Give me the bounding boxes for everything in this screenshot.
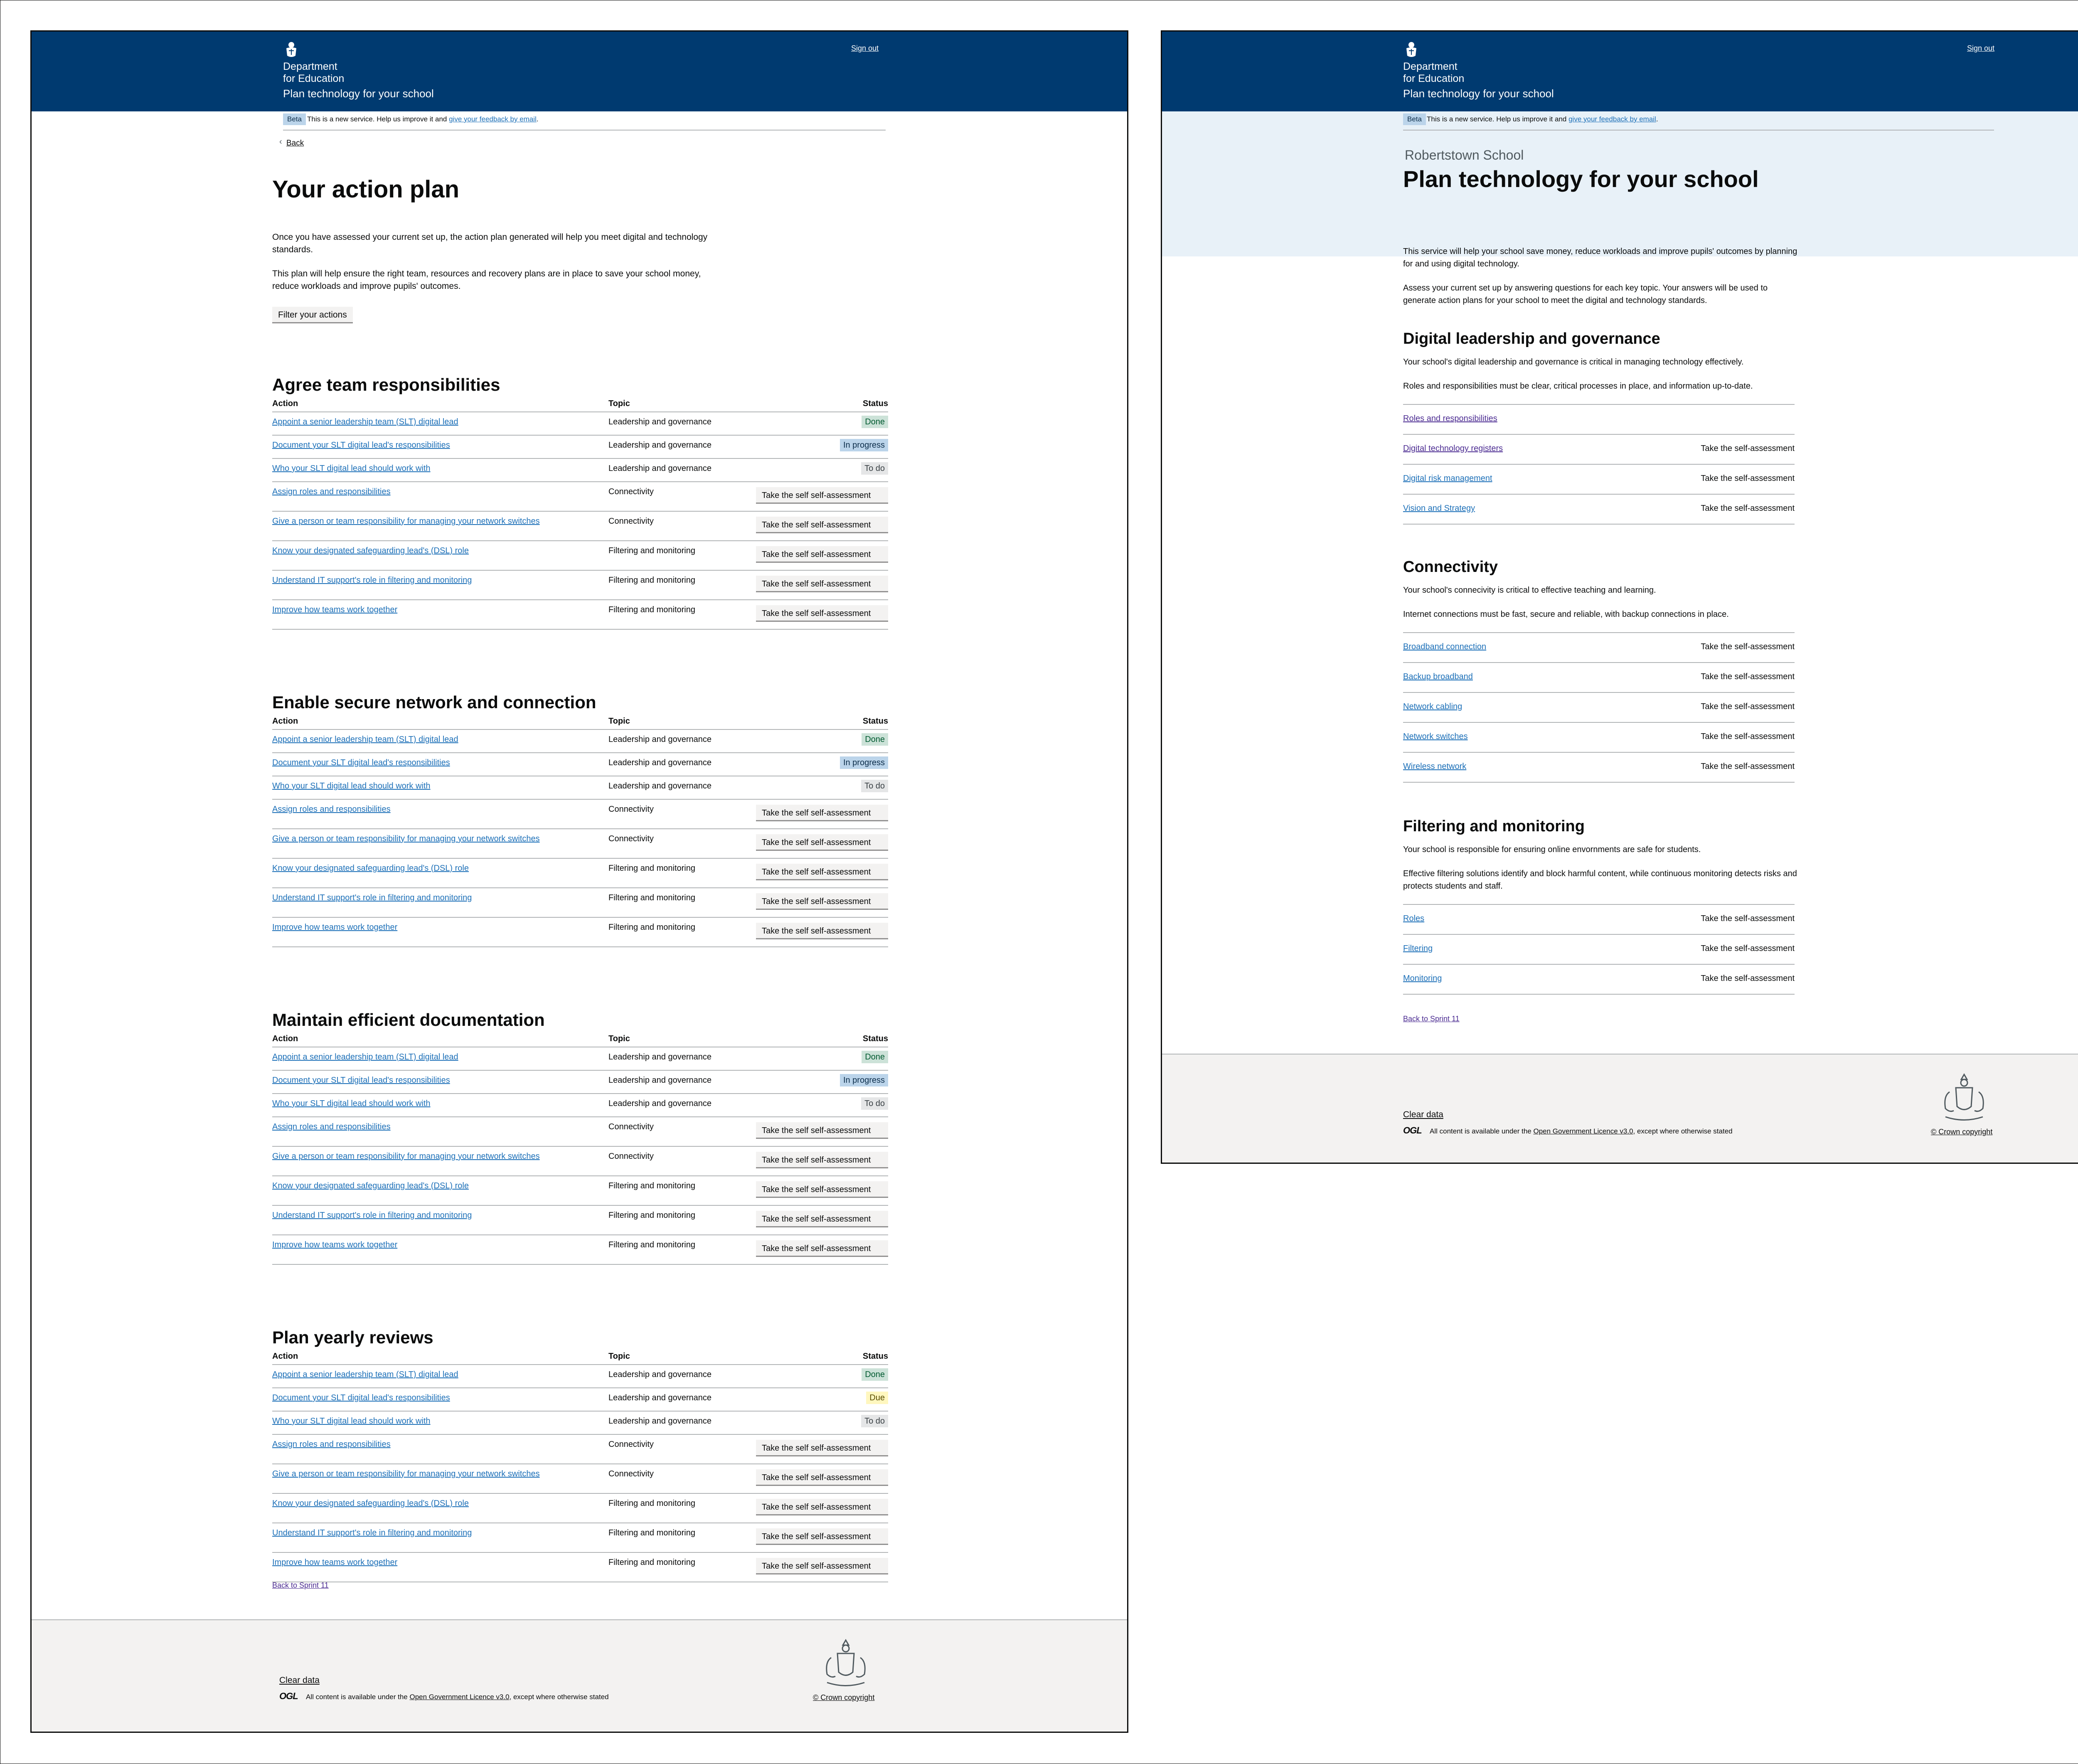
filter-actions-button[interactable]: Filter your actions	[272, 307, 353, 323]
page-title: Your action plan	[272, 176, 460, 203]
topic-link[interactable]: Filtering	[1403, 944, 1433, 953]
row-divider	[272, 887, 888, 888]
column-header-action: Action	[272, 399, 298, 408]
clear-data-link[interactable]: Clear data	[1403, 1110, 1443, 1119]
status-tag: To do	[861, 1415, 888, 1427]
topic-cell: Connectivity	[608, 805, 654, 814]
action-link[interactable]: Know your designated safeguarding lead's (DSL) role	[272, 864, 469, 873]
status-tag: Done	[862, 733, 888, 746]
topic-cell: Filtering and monitoring	[608, 576, 695, 585]
licence-pre: All content is available under the	[1430, 1127, 1534, 1135]
column-header-action: Action	[272, 1352, 298, 1361]
topic-cell: Filtering and monitoring	[608, 1181, 695, 1190]
ogl-logo-icon: OGL	[1403, 1125, 1422, 1136]
action-link[interactable]: Assign roles and responsibilities	[272, 1122, 391, 1131]
back-link[interactable]: Back	[286, 139, 304, 148]
row-divider	[272, 629, 888, 630]
landing-page	[1161, 30, 2078, 1164]
section-title: Enable secure network and connection	[272, 692, 596, 712]
take-self-assessment-button[interactable]: Take the self self-assessment	[756, 1211, 888, 1227]
row-divider	[272, 946, 888, 947]
column-header-action: Action	[272, 1034, 298, 1043]
crown-copyright-link[interactable]: © Crown copyright	[1931, 1128, 1993, 1136]
take-self-assessment-button[interactable]: Take the self self-assessment	[756, 1469, 888, 1486]
page-title: Plan technology for your school	[1403, 166, 1759, 192]
sign-out-link[interactable]: Sign out	[1967, 44, 1995, 52]
section-title: Maintain efficient documentation	[272, 1010, 545, 1030]
topic-cell: Leadership and governance	[608, 1417, 712, 1426]
take-self-assessment-button[interactable]: Take the self self-assessment	[756, 1528, 888, 1545]
topic-list-divider	[1403, 934, 1795, 935]
crest-icon	[1403, 41, 1420, 59]
action-link[interactable]: Give a person or team responsibility for managing your network switches	[272, 834, 540, 843]
topic-list-divider	[1403, 692, 1795, 693]
take-self-assessment-button[interactable]: Take the self self-assessment	[756, 923, 888, 939]
row-divider	[272, 1093, 888, 1094]
topic-cell: Connectivity	[608, 1469, 654, 1478]
take-self-assessment-button[interactable]: Take the self self-assessment	[756, 576, 888, 592]
topic-link[interactable]: Vision and Strategy	[1403, 504, 1475, 513]
topic-link[interactable]: Roles	[1403, 914, 1425, 923]
row-divider	[272, 511, 888, 512]
row-divider	[272, 858, 888, 859]
header-divider	[272, 729, 888, 730]
topic-list-divider	[1403, 404, 1795, 405]
column-header-topic: Topic	[608, 1034, 630, 1043]
school-name: Robertstown School	[1405, 148, 1524, 163]
beta-banner-text	[1427, 115, 1658, 123]
site-footer	[32, 1619, 1127, 1732]
topic-cell: Leadership and governance	[608, 1076, 712, 1085]
column-header-status: Status	[862, 399, 888, 408]
topic-section-title: Digital leadership and governance	[1403, 330, 1660, 347]
action-link[interactable]: Understand IT support's role in filtering and monitoring	[272, 893, 472, 902]
row-divider	[272, 1387, 888, 1388]
topic-cell: Leadership and governance	[608, 1099, 712, 1108]
topic-cell: Leadership and governance	[608, 1052, 712, 1062]
action-link[interactable]: Appoint a senior leadership team (SLT) digital lead	[272, 735, 458, 744]
topic-link[interactable]: Wireless network	[1403, 762, 1467, 771]
status-tag: Done	[862, 1368, 888, 1381]
crown-copyright-link[interactable]: © Crown copyright	[813, 1693, 875, 1702]
take-self-assessment-button[interactable]: Take the self self-assessment	[756, 487, 888, 504]
topic-link[interactable]: Network switches	[1403, 732, 1468, 741]
topic-cell: Filtering and monitoring	[608, 1528, 695, 1537]
dept-line-2: for Education	[283, 73, 345, 84]
topic-link[interactable]: Roles and responsibilities	[1403, 414, 1497, 423]
beta-tag: Beta	[283, 113, 306, 125]
licence-post: , except where otherwise stated	[509, 1693, 609, 1701]
action-link[interactable]: Improve how teams work together	[272, 923, 398, 932]
action-link[interactable]: Give a person or team responsibility for managing your network switches	[272, 1152, 540, 1161]
column-header-status: Status	[862, 717, 888, 726]
row-divider	[272, 1070, 888, 1071]
row-divider	[272, 1411, 888, 1412]
department-logo-text[interactable]	[1403, 61, 1464, 85]
action-plan-page	[30, 30, 1128, 1733]
topic-cell: Filtering and monitoring	[608, 1240, 695, 1249]
row-divider	[272, 599, 888, 600]
row-divider	[272, 799, 888, 800]
topic-section-title: Connectivity	[1403, 558, 1498, 576]
department-logo-text[interactable]	[283, 61, 344, 85]
action-link[interactable]: Know your designated safeguarding lead's (DSL) role	[272, 1499, 469, 1508]
topic-link[interactable]: Backup broadband	[1403, 672, 1473, 681]
row-divider	[272, 1264, 888, 1265]
header-divider	[272, 1364, 888, 1365]
topic-cell: Leadership and governance	[608, 1370, 712, 1379]
column-header-topic: Topic	[608, 717, 630, 726]
topic-description-2: Internet connections must be fast, secure and reliable, with backup connections in place.	[1403, 610, 1729, 619]
clear-data-link[interactable]: Clear data	[279, 1675, 320, 1685]
beta-banner-text	[307, 115, 539, 123]
row-divider	[272, 435, 888, 436]
status-tag: In progress	[840, 756, 888, 769]
take-self-assessment-label: Take the self-assessment	[1701, 914, 1795, 923]
back-to-sprint-link[interactable]: Back to Sprint 11	[1403, 1015, 1460, 1023]
header-divider	[272, 411, 888, 412]
row-divider	[272, 570, 888, 571]
action-link[interactable]: Assign roles and responsibilities	[272, 805, 391, 814]
topic-cell: Leadership and governance	[608, 735, 712, 744]
beta-text: This is a new service. Help us improve it and	[307, 115, 449, 123]
action-link[interactable]: Understand IT support's role in filtering and monitoring	[272, 576, 472, 585]
action-link[interactable]: Document your SLT digital lead's responsibilities	[272, 1076, 450, 1085]
beta-tag: Beta	[1403, 113, 1426, 125]
column-header-status: Status	[862, 1352, 888, 1361]
row-divider	[272, 1146, 888, 1147]
topic-list-divider	[1403, 524, 1795, 525]
back-to-sprint-link[interactable]: Back to Sprint 11	[272, 1581, 329, 1589]
column-header-topic: Topic	[608, 1352, 630, 1361]
topic-link[interactable]: Digital technology registers	[1403, 444, 1503, 453]
beta-text-end: .	[1656, 115, 1658, 123]
licence-pre: All content is available under the	[306, 1693, 410, 1701]
row-divider	[272, 828, 888, 829]
status-tag: Done	[862, 416, 888, 428]
take-self-assessment-button[interactable]: Take the self self-assessment	[756, 834, 888, 851]
action-link[interactable]: Who your SLT digital lead should work with	[272, 1417, 431, 1426]
topic-list-divider	[1403, 464, 1795, 465]
take-self-assessment-button[interactable]: Take the self self-assessment	[756, 546, 888, 563]
take-self-assessment-button[interactable]: Take the self self-assessment	[756, 1181, 888, 1198]
row-divider	[272, 1463, 888, 1464]
topic-cell: Connectivity	[608, 1152, 654, 1161]
topic-description-2: Effective filtering solutions identify and block harmful content, while continuous monitoring detects risks and protects students and staff.	[1403, 869, 1797, 891]
action-link[interactable]: Appoint a senior leadership team (SLT) digital lead	[272, 1052, 458, 1062]
landing-intro-2: Assess your current set up by answering questions for each key topic. Your answers will be used to generate action plans for your school to meet the digital and technology standards.	[1403, 283, 1768, 305]
topic-cell: Filtering and monitoring	[608, 1558, 695, 1567]
topic-cell: Leadership and governance	[608, 441, 712, 450]
topic-list-divider	[1403, 494, 1795, 495]
back-chevron-icon: ‹	[279, 137, 282, 146]
beta-text-end: .	[536, 115, 539, 123]
feedback-link[interactable]: give your feedback by email	[449, 115, 537, 123]
take-self-assessment-button[interactable]: Take the self self-assessment	[756, 1558, 888, 1574]
topic-section-title: Filtering and monitoring	[1403, 818, 1585, 835]
topic-description-1: Your school's digital leadership and governance is critical in managing technology effectively.	[1403, 357, 1744, 367]
crest-icon	[283, 41, 300, 59]
topic-cell: Filtering and monitoring	[608, 1499, 695, 1508]
section-title: Agree team responsibilities	[272, 375, 500, 394]
topic-list-divider	[1403, 632, 1795, 633]
take-self-assessment-button[interactable]: Take the self self-assessment	[756, 1440, 888, 1456]
topic-cell: Filtering and monitoring	[608, 1211, 695, 1220]
row-divider	[272, 917, 888, 918]
column-header-status: Status	[862, 1034, 888, 1043]
intro-paragraph-2: This plan will help ensure the right team, resources and recovery plans are in place to save your school money, reduce workloads and improve pupils' outcomes.	[272, 269, 701, 291]
topic-cell: Filtering and monitoring	[608, 864, 695, 873]
row-divider	[272, 1205, 888, 1206]
hero-banner	[1162, 111, 2078, 256]
action-link[interactable]: Appoint a senior leadership team (SLT) digital lead	[272, 1370, 458, 1379]
status-tag: In progress	[840, 439, 888, 451]
dept-line-1: Department	[1403, 61, 1458, 72]
take-self-assessment-button[interactable]: Take the self self-assessment	[756, 517, 888, 533]
take-self-assessment-label: Take the self-assessment	[1701, 974, 1795, 983]
action-link[interactable]: Improve how teams work together	[272, 1558, 398, 1567]
topic-description-2: Roles and responsibilities must be clear, critical processes in place, and information up-to-date.	[1403, 382, 1753, 391]
topic-list-divider	[1403, 904, 1795, 905]
row-divider	[272, 1116, 888, 1117]
action-link[interactable]: Improve how teams work together	[272, 605, 398, 614]
status-tag: To do	[861, 462, 888, 475]
action-link[interactable]: Document your SLT digital lead's responsibilities	[272, 758, 450, 767]
action-link[interactable]: Know your designated safeguarding lead's (DSL) role	[272, 546, 469, 555]
topic-link[interactable]: Network cabling	[1403, 702, 1462, 711]
ogl-licence-link[interactable]: Open Government Licence v3.0	[1533, 1127, 1633, 1135]
topic-cell: Connectivity	[608, 1440, 654, 1449]
topic-link[interactable]: Digital risk management	[1403, 474, 1492, 483]
dept-line-1: Department	[283, 61, 337, 72]
topic-cell: Filtering and monitoring	[608, 923, 695, 932]
action-link[interactable]: Who your SLT digital lead should work with	[272, 781, 431, 791]
topic-cell: Filtering and monitoring	[608, 605, 695, 614]
ogl-licence-link[interactable]: Open Government Licence v3.0	[409, 1693, 510, 1701]
ogl-logo-icon: OGL	[279, 1691, 298, 1701]
dept-line-2: for Education	[1403, 73, 1465, 84]
row-divider	[272, 1175, 888, 1176]
topic-list-divider	[1403, 964, 1795, 965]
take-self-assessment-button[interactable]: Take the self self-assessment	[756, 893, 888, 910]
column-header-action: Action	[272, 717, 298, 726]
site-header	[1162, 32, 2078, 111]
royal-coat-of-arms-icon	[815, 1637, 877, 1691]
beta-text: This is a new service. Help us improve it and	[1427, 115, 1569, 123]
action-link[interactable]: Improve how teams work together	[272, 1240, 398, 1249]
topic-list-divider	[1403, 434, 1795, 435]
topic-list-divider	[1403, 994, 1795, 995]
section-title: Plan yearly reviews	[272, 1328, 433, 1347]
intro-paragraph-1: Once you have assessed your current set up, the action plan generated will help you meet digital and technology standards.	[272, 232, 708, 254]
topic-cell: Leadership and governance	[608, 781, 712, 791]
row-divider	[272, 1552, 888, 1553]
topic-list-divider	[1403, 752, 1795, 753]
row-divider	[272, 1434, 888, 1435]
topic-cell: Connectivity	[608, 1122, 654, 1131]
beta-divider	[283, 130, 886, 131]
service-name[interactable]: Plan technology for your school	[1403, 87, 1554, 100]
take-self-assessment-label: Take the self-assessment	[1701, 702, 1795, 711]
take-self-assessment-button[interactable]: Take the self self-assessment	[756, 1152, 888, 1168]
take-self-assessment-button[interactable]: Take the self self-assessment	[756, 1240, 888, 1257]
action-link[interactable]: Give a person or team responsibility for managing your network switches	[272, 517, 540, 526]
topic-cell: Connectivity	[608, 487, 654, 496]
topic-list-divider	[1403, 782, 1795, 783]
take-self-assessment-button[interactable]: Take the self self-assessment	[756, 805, 888, 821]
row-divider	[272, 1493, 888, 1494]
action-link[interactable]: Assign roles and responsibilities	[272, 1440, 391, 1449]
landing-intro-1: This service will help your school save money, reduce workloads and improve pupils' outcomes by planning for and using digital technology.	[1403, 247, 1797, 269]
site-header	[32, 32, 1127, 111]
licence-text	[1430, 1127, 1733, 1136]
sign-out-link[interactable]: Sign out	[851, 44, 879, 52]
topic-cell: Leadership and governance	[608, 417, 712, 426]
take-self-assessment-button[interactable]: Take the self self-assessment	[756, 605, 888, 622]
take-self-assessment-label: Take the self-assessment	[1701, 504, 1795, 513]
take-self-assessment-button[interactable]: Take the self self-assessment	[756, 864, 888, 880]
take-self-assessment-label: Take the self-assessment	[1701, 762, 1795, 771]
action-link[interactable]: Know your designated safeguarding lead's (DSL) role	[272, 1181, 469, 1190]
topic-cell: Filtering and monitoring	[608, 893, 695, 902]
action-link[interactable]: Document your SLT digital lead's responsibilities	[272, 441, 450, 450]
licence-post: , except where otherwise stated	[1633, 1127, 1733, 1135]
action-link[interactable]: Who your SLT digital lead should work with	[272, 464, 431, 473]
status-tag: To do	[861, 780, 888, 792]
topic-link[interactable]: Broadband connection	[1403, 642, 1487, 651]
licence-text	[306, 1693, 609, 1701]
topic-cell: Connectivity	[608, 517, 654, 526]
action-link[interactable]: Who your SLT digital lead should work with	[272, 1099, 431, 1108]
row-divider	[272, 458, 888, 459]
take-self-assessment-label: Take the self-assessment	[1701, 944, 1795, 953]
action-link[interactable]: Assign roles and responsibilities	[272, 487, 391, 496]
service-name[interactable]: Plan technology for your school	[283, 87, 434, 100]
action-link[interactable]: Document your SLT digital lead's responsibilities	[272, 1393, 450, 1402]
row-divider	[272, 752, 888, 753]
take-self-assessment-label: Take the self-assessment	[1701, 474, 1795, 483]
take-self-assessment-label: Take the self-assessment	[1701, 732, 1795, 741]
beta-divider	[1403, 130, 1994, 131]
topic-cell: Leadership and governance	[608, 758, 712, 767]
take-self-assessment-label: Take the self-assessment	[1701, 672, 1795, 681]
royal-coat-of-arms-icon	[1933, 1071, 1995, 1125]
feedback-link[interactable]: give your feedback by email	[1568, 115, 1656, 123]
status-tag: Done	[862, 1051, 888, 1063]
take-self-assessment-label: Take the self-assessment	[1701, 642, 1795, 651]
action-link[interactable]: Give a person or team responsibility for managing your network switches	[272, 1469, 540, 1478]
status-tag: To do	[861, 1097, 888, 1110]
action-link[interactable]: Appoint a senior leadership team (SLT) digital lead	[272, 417, 458, 426]
topic-cell: Leadership and governance	[608, 1393, 712, 1402]
site-footer	[1162, 1054, 2078, 1163]
topic-link[interactable]: Monitoring	[1403, 974, 1442, 983]
topic-cell: Filtering and monitoring	[608, 546, 695, 555]
column-header-topic: Topic	[608, 399, 630, 408]
topic-cell: Leadership and governance	[608, 464, 712, 473]
take-self-assessment-button[interactable]: Take the self self-assessment	[756, 1122, 888, 1139]
topic-description-1: Your school is responsible for ensuring online envornments are safe for students.	[1403, 845, 1701, 854]
action-link[interactable]: Understand IT support's role in filtering and monitoring	[272, 1528, 472, 1537]
topic-description-1: Your school's connecivity is critical to effective teaching and learning.	[1403, 586, 1656, 595]
take-self-assessment-button[interactable]: Take the self self-assessment	[756, 1499, 888, 1515]
row-divider	[272, 481, 888, 482]
status-tag: Due	[866, 1392, 888, 1404]
topic-cell: Connectivity	[608, 834, 654, 843]
topic-list-divider	[1403, 722, 1795, 723]
topic-list-divider	[1403, 662, 1795, 663]
status-tag: In progress	[840, 1074, 888, 1086]
action-link[interactable]: Understand IT support's role in filtering and monitoring	[272, 1211, 472, 1220]
take-self-assessment-label: Take the self-assessment	[1701, 444, 1795, 453]
row-divider	[272, 540, 888, 541]
row-divider	[272, 1234, 888, 1235]
